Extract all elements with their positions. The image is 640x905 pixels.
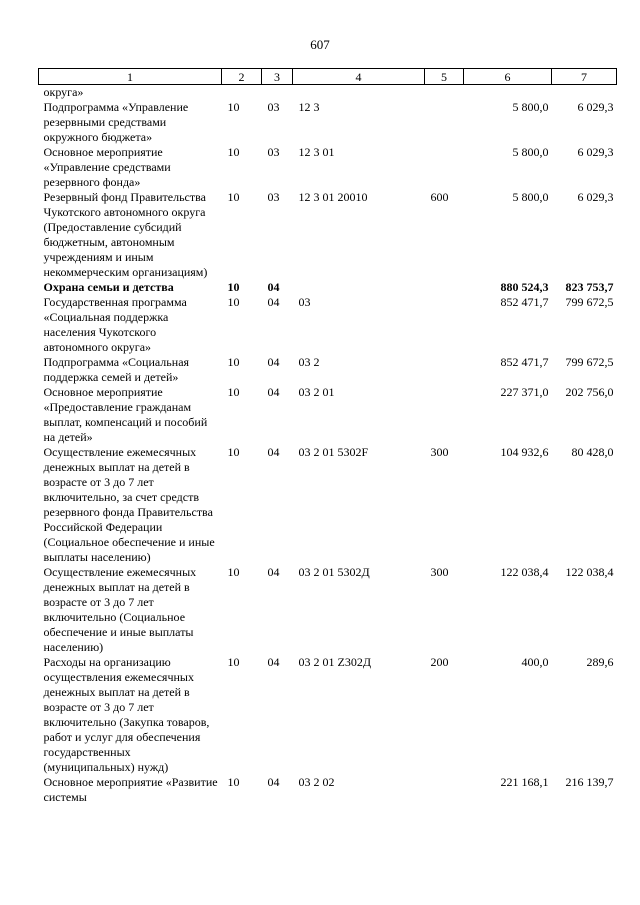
- row-amount-year2: 122 038,4: [565, 565, 614, 579]
- row-amount-year1: 122 038,4: [500, 565, 549, 579]
- row-subsection: 03: [267, 190, 280, 204]
- row-name: Подпрограмма «Управление резервными средствами окружного бюджета»: [43, 100, 189, 144]
- row-amount-year1: 221 168,1: [500, 775, 549, 789]
- row-amount-year2: 216 139,7: [565, 775, 614, 789]
- row-subsection: 03: [267, 100, 280, 114]
- row-amount-year1: 852 471,7: [500, 295, 549, 309]
- table-row: [39, 280, 617, 295]
- column-header: 2: [222, 69, 262, 85]
- column-header: 5: [425, 69, 464, 85]
- table-row: [39, 295, 617, 355]
- row-section: 10: [227, 145, 240, 159]
- row-subsection: 04: [267, 445, 280, 459]
- row-amount-year2: 6 029,3: [577, 100, 614, 114]
- column-header: 6: [464, 69, 552, 85]
- row-section: 10: [227, 775, 240, 789]
- column-header: 1: [39, 69, 222, 85]
- row-amount-year1: 5 800,0: [512, 190, 549, 204]
- row-target-article: [293, 280, 425, 295]
- table-row: [39, 355, 617, 385]
- table-row: [39, 445, 617, 565]
- budget-table: [38, 68, 617, 805]
- row-target-article: 03 2 01 5302F: [298, 445, 369, 459]
- row-subsection: 04: [267, 385, 280, 399]
- row-target-article: 03 2 02: [298, 775, 335, 789]
- column-header: 4: [293, 69, 425, 85]
- row-amount-year2: [552, 85, 617, 101]
- row-expense-type: [425, 85, 464, 101]
- row-amount-year2: 80 428,0: [571, 445, 614, 459]
- column-header: 7: [552, 69, 617, 85]
- row-subsection: [262, 85, 293, 101]
- row-expense-type: 300: [430, 445, 449, 459]
- row-section: 10: [227, 280, 240, 294]
- row-section: [222, 85, 262, 101]
- row-name: Осуществление ежемесячных денежных выплат на детей в возрасте от 3 до 7 лет включительно (Социальное обеспечение и иные выплаты населению): [43, 565, 197, 654]
- row-amount-year2: 799 672,5: [565, 355, 614, 369]
- row-expense-type: [425, 100, 464, 145]
- table-row: [39, 100, 617, 145]
- row-subsection: 04: [267, 565, 280, 579]
- row-name: Основное мероприятие «Управление средствами резервного фонда»: [43, 145, 171, 189]
- row-amount-year1: 227 371,0: [500, 385, 549, 399]
- table-body: [39, 85, 617, 806]
- row-section: 10: [227, 295, 240, 309]
- column-number-header: [39, 69, 617, 85]
- row-name: Охрана семьи и детства: [43, 280, 174, 294]
- row-subsection: 04: [267, 280, 280, 294]
- table-row: [39, 385, 617, 445]
- row-expense-type: [425, 355, 464, 385]
- row-amount-year1: 400,0: [521, 655, 549, 669]
- row-amount-year1: 104 932,6: [500, 445, 549, 459]
- row-amount-year2: 799 672,5: [565, 295, 614, 309]
- row-amount-year2: 289,6: [586, 655, 614, 669]
- row-expense-type: [425, 295, 464, 355]
- row-expense-type: 300: [430, 565, 449, 579]
- row-section: 10: [227, 190, 240, 204]
- row-subsection: 03: [267, 145, 280, 159]
- row-subsection: 04: [267, 655, 280, 669]
- table-row: [39, 145, 617, 190]
- row-subsection: 04: [267, 775, 280, 789]
- row-expense-type: 600: [430, 190, 449, 204]
- row-target-article: 12 3 01: [298, 145, 335, 159]
- row-section: 10: [227, 385, 240, 399]
- row-section: 10: [227, 655, 240, 669]
- table-row: [39, 565, 617, 655]
- row-target-article: 03 2 01 Z302Д: [298, 655, 372, 669]
- row-target-article: 03 2 01: [298, 385, 335, 399]
- row-expense-type: [425, 145, 464, 190]
- row-section: 10: [227, 100, 240, 114]
- row-name: Основное мероприятие «Предоставление гражданам выплат, компенсаций и пособий на детей»: [43, 385, 208, 444]
- row-amount-year2: 823 753,7: [565, 280, 614, 294]
- row-target-article: 03 2: [298, 355, 320, 369]
- row-subsection: 04: [267, 355, 280, 369]
- row-amount-year1: 5 800,0: [512, 145, 549, 159]
- row-section: 10: [227, 565, 240, 579]
- table-row: [39, 775, 617, 805]
- row-name: Расходы на организацию осуществления ежемесячных денежных выплат на детей в возрасте от 3 до 7 лет включительно (Закупка товаров, работ и услуг для обеспечения государственных (муниципальных) нужд): [43, 655, 210, 774]
- row-expense-type: [425, 385, 464, 445]
- page-number: 607: [310, 37, 330, 52]
- row-section: 10: [227, 355, 240, 369]
- row-target-article: 03: [298, 295, 311, 309]
- table-row: [39, 85, 617, 101]
- row-subsection: 04: [267, 295, 280, 309]
- row-amount-year2: 202 756,0: [565, 385, 614, 399]
- row-target-article: 12 3: [298, 100, 320, 114]
- row-amount-year1: 880 524,3: [500, 280, 549, 294]
- row-name: округа»: [43, 85, 84, 99]
- row-amount-year2: 6 029,3: [577, 190, 614, 204]
- row-expense-type: [425, 280, 464, 295]
- row-section: 10: [227, 445, 240, 459]
- row-amount-year1: 5 800,0: [512, 100, 549, 114]
- row-expense-type: 200: [430, 655, 449, 669]
- row-name: Осуществление ежемесячных денежных выплат на детей в возрасте от 3 до 7 лет включительно, за счет средств резервного фонда Правительства Российской Федерации (Социальное обеспечение и иные выплаты населению): [43, 445, 215, 564]
- table-row: [39, 655, 617, 775]
- row-target-article: 03 2 01 5302Д: [298, 565, 370, 579]
- row-amount-year1: [464, 85, 552, 101]
- row-amount-year2: 6 029,3: [577, 145, 614, 159]
- table-row: [39, 190, 617, 280]
- column-header: 3: [262, 69, 293, 85]
- row-target-article: [293, 85, 425, 101]
- row-expense-type: [425, 775, 464, 805]
- row-name: Резервный фонд Правительства Чукотского автономного округа (Предоставление субсидий бюджетным, автономным учреждениям и иным некоммерческим организациям): [43, 190, 208, 279]
- row-amount-year1: 852 471,7: [500, 355, 549, 369]
- row-name: Государственная программа «Социальная поддержка населения Чукотского автономного округа»: [43, 295, 187, 354]
- row-name: Подпрограмма «Социальная поддержка семей и детей»: [43, 355, 190, 384]
- row-name: Основное мероприятие «Развитие системы: [43, 775, 218, 804]
- row-target-article: 12 3 01 20010: [298, 190, 368, 204]
